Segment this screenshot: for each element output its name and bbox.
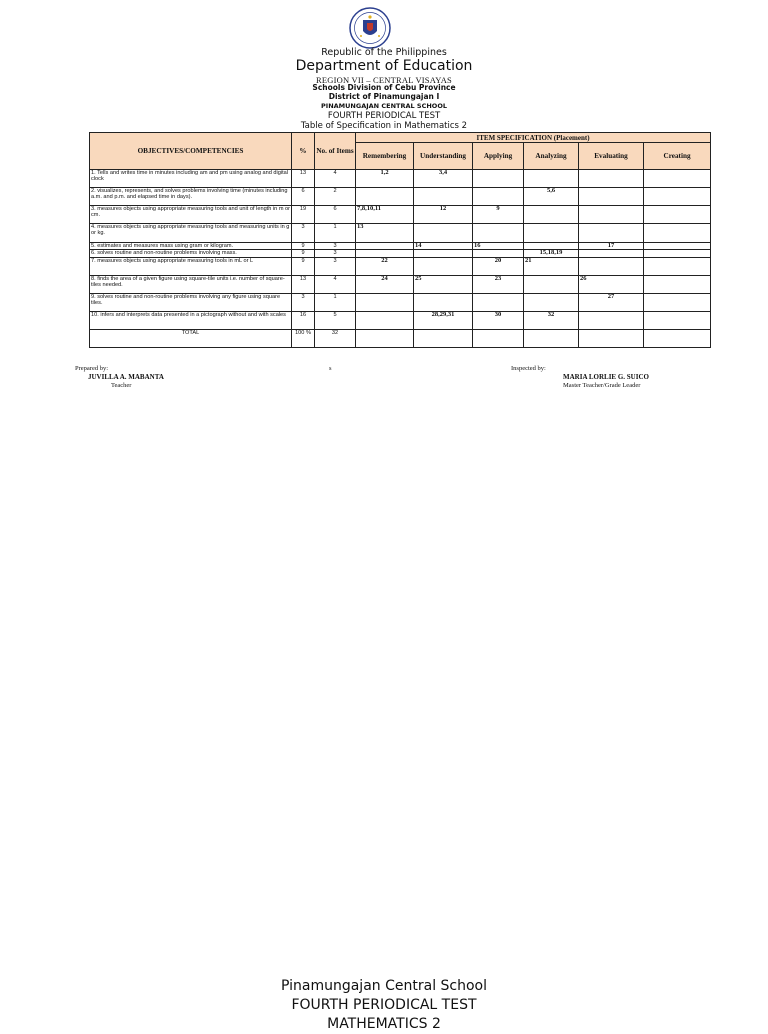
applying-cell — [473, 188, 524, 206]
total-items: 32 — [315, 330, 356, 348]
understanding-cell: 25 — [414, 276, 473, 294]
creating-cell — [644, 312, 711, 330]
remembering-header: Remembering — [356, 143, 414, 170]
item-specification-header: ITEM SPECIFICATION (Placement) — [356, 133, 711, 143]
analyzing-cell: 5,6 — [524, 188, 579, 206]
applying-cell: 23 — [473, 276, 524, 294]
analyzing-cell — [524, 276, 579, 294]
empty-cell — [414, 330, 473, 348]
items-cell: 3 — [315, 258, 356, 276]
evaluating-cell — [579, 250, 644, 258]
percent-cell: 13 — [292, 276, 315, 294]
applying-cell: 20 — [473, 258, 524, 276]
items-cell: 1 — [315, 294, 356, 312]
table-row — [90, 206, 711, 224]
deped-seal-logo — [349, 7, 391, 49]
objective-cell: 4. measures objects using appropriate measuring tools and measuring units in g or kg. — [90, 224, 292, 243]
analyzing-cell — [524, 294, 579, 312]
creating-cell — [644, 294, 711, 312]
percent-cell: 3 — [292, 294, 315, 312]
analyzing-cell — [524, 224, 579, 243]
region-line: REGION VII – CENTRAL VISAYAS — [316, 75, 452, 85]
table-row — [90, 312, 711, 330]
percent-cell: 9 — [292, 258, 315, 276]
understanding-cell: 12 — [414, 206, 473, 224]
specification-table — [89, 132, 711, 348]
analyzing-cell — [524, 170, 579, 188]
applying-cell — [473, 170, 524, 188]
remembering-cell: 7,8,10,11 — [356, 206, 414, 224]
items-cell: 6 — [315, 206, 356, 224]
analyzing-cell: 21 — [524, 258, 579, 276]
school-name: PINAMUNGAJAN CENTRAL SCHOOL — [321, 102, 447, 110]
items-cell: 2 — [315, 188, 356, 206]
test-title: FOURTH PERIODICAL TEST — [327, 111, 441, 121]
applying-cell — [473, 224, 524, 243]
items-cell: 4 — [315, 170, 356, 188]
creating-cell — [644, 276, 711, 294]
remembering-cell — [356, 243, 414, 250]
objective-cell: 8. finds the area of a given figure using square-tile units i.e. number of square-tiles needed. — [90, 276, 292, 294]
empty-cell — [644, 330, 711, 348]
applying-cell — [473, 294, 524, 312]
items-cell: 4 — [315, 276, 356, 294]
items-cell: 5 — [315, 312, 356, 330]
empty-cell — [579, 330, 644, 348]
objective-cell: 6. solves routine and non-routine problems involving mass. — [90, 250, 292, 258]
creating-cell — [644, 243, 711, 250]
understanding-cell — [414, 294, 473, 312]
table-row — [90, 250, 711, 258]
stray-mark: s — [329, 365, 332, 372]
table-row — [90, 294, 711, 312]
creating-cell — [644, 258, 711, 276]
table-row — [90, 170, 711, 188]
evaluating-cell — [579, 170, 644, 188]
prepared-by-label: Prepared by: — [75, 365, 109, 372]
evaluating-header: Evaluating — [579, 143, 644, 170]
applying-header: Applying — [473, 143, 524, 170]
total-percent: 100 % — [292, 330, 315, 348]
items-cell: 3 — [315, 243, 356, 250]
objective-cell: 2. visualizes, represents, and solves problems involving time (minutes including a.m. and p.m. and elapsed time in days). — [90, 188, 292, 206]
prepared-by-name: JUVILLA A. MABANTA — [88, 373, 164, 381]
evaluating-cell — [579, 258, 644, 276]
evaluating-cell — [579, 312, 644, 330]
remembering-cell: 13 — [356, 224, 414, 243]
evaluating-cell — [579, 188, 644, 206]
items-header: No. of Items — [315, 133, 356, 170]
evaluating-cell — [579, 206, 644, 224]
percent-cell: 3 — [292, 224, 315, 243]
remembering-cell — [356, 250, 414, 258]
percent-cell: 6 — [292, 188, 315, 206]
evaluating-cell: 26 — [579, 276, 644, 294]
objectives-header: OBJECTIVES/COMPETENCIES — [90, 133, 292, 170]
understanding-cell — [414, 250, 473, 258]
analyzing-cell: 32 — [524, 312, 579, 330]
remembering-cell — [356, 312, 414, 330]
table-row — [90, 276, 711, 294]
inspected-by-name: MARIA LORLIE G. SUICO — [563, 373, 649, 381]
next-page-test: FOURTH PERIODICAL TEST — [291, 997, 477, 1013]
table-row — [90, 243, 711, 250]
remembering-cell: 1,2 — [356, 170, 414, 188]
department-title: Department of Education — [295, 58, 473, 74]
understanding-cell — [414, 258, 473, 276]
inspected-by-label: Inspected by: — [511, 365, 546, 372]
percent-cell: 13 — [292, 170, 315, 188]
applying-cell: 30 — [473, 312, 524, 330]
analyzing-cell — [524, 243, 579, 250]
objective-cell: 10. infers and interprets data presented in a pictograph without and with scales — [90, 312, 292, 330]
table-row — [90, 224, 711, 243]
creating-cell — [644, 188, 711, 206]
evaluating-cell — [579, 224, 644, 243]
understanding-cell — [414, 188, 473, 206]
percent-cell: 9 — [292, 243, 315, 250]
items-cell: 3 — [315, 250, 356, 258]
prepared-by-role: Teacher — [111, 382, 132, 389]
objective-cell: 5. estimates and measures mass using gram or kilogram. — [90, 243, 292, 250]
understanding-cell: 14 — [414, 243, 473, 250]
remembering-cell: 24 — [356, 276, 414, 294]
creating-cell — [644, 170, 711, 188]
empty-cell — [524, 330, 579, 348]
analyzing-cell: 15,18,19 — [524, 250, 579, 258]
creating-cell — [644, 224, 711, 243]
next-page-subject: MATHEMATICS 2 — [327, 1016, 441, 1032]
percent-cell: 19 — [292, 206, 315, 224]
remembering-cell: 22 — [356, 258, 414, 276]
percent-header: % — [292, 133, 315, 170]
evaluating-cell: 27 — [579, 294, 644, 312]
creating-header: Creating — [644, 143, 711, 170]
understanding-header: Understanding — [414, 143, 473, 170]
remembering-cell — [356, 188, 414, 206]
items-cell: 1 — [315, 224, 356, 243]
analyzing-cell — [524, 206, 579, 224]
objective-cell: 9. solves routine and non-routine problems involving any figure using square tiles. — [90, 294, 292, 312]
evaluating-cell: 17 — [579, 243, 644, 250]
table-row — [90, 258, 711, 276]
empty-cell — [356, 330, 414, 348]
understanding-cell: 28,29,31 — [414, 312, 473, 330]
objective-cell: 7. measures objects using appropriate measuring tools in mL or L — [90, 258, 292, 276]
applying-cell: 9 — [473, 206, 524, 224]
inspected-by-role: Master Teacher/Grade Leader — [563, 382, 641, 389]
total-row — [90, 330, 711, 348]
district-line: District of Pinamungajan I — [328, 92, 440, 101]
table-row — [90, 188, 711, 206]
empty-cell — [473, 330, 524, 348]
percent-cell: 9 — [292, 250, 315, 258]
objective-cell: 3. measures objects using appropriate measuring tools and unit of length in m or cm. — [90, 206, 292, 224]
creating-cell — [644, 206, 711, 224]
total-label: TOTAL — [90, 330, 292, 348]
creating-cell — [644, 250, 711, 258]
applying-cell: 16 — [473, 243, 524, 250]
understanding-cell: 3,4 — [414, 170, 473, 188]
objective-cell: 1. Tells and writes time in minutes including am and pm using analog and digital clock — [90, 170, 292, 188]
applying-cell — [473, 250, 524, 258]
division-line: Schools Division of Cebu Province — [312, 83, 456, 92]
percent-cell: 16 — [292, 312, 315, 330]
remembering-cell — [356, 294, 414, 312]
next-page-school: Pinamungajan Central School — [280, 978, 488, 994]
table-title: Table of Specification in Mathematics 2 — [300, 121, 468, 131]
republic-line: Republic of the Philippines — [321, 47, 447, 58]
analyzing-header: Analyzing — [524, 143, 579, 170]
understanding-cell — [414, 224, 473, 243]
